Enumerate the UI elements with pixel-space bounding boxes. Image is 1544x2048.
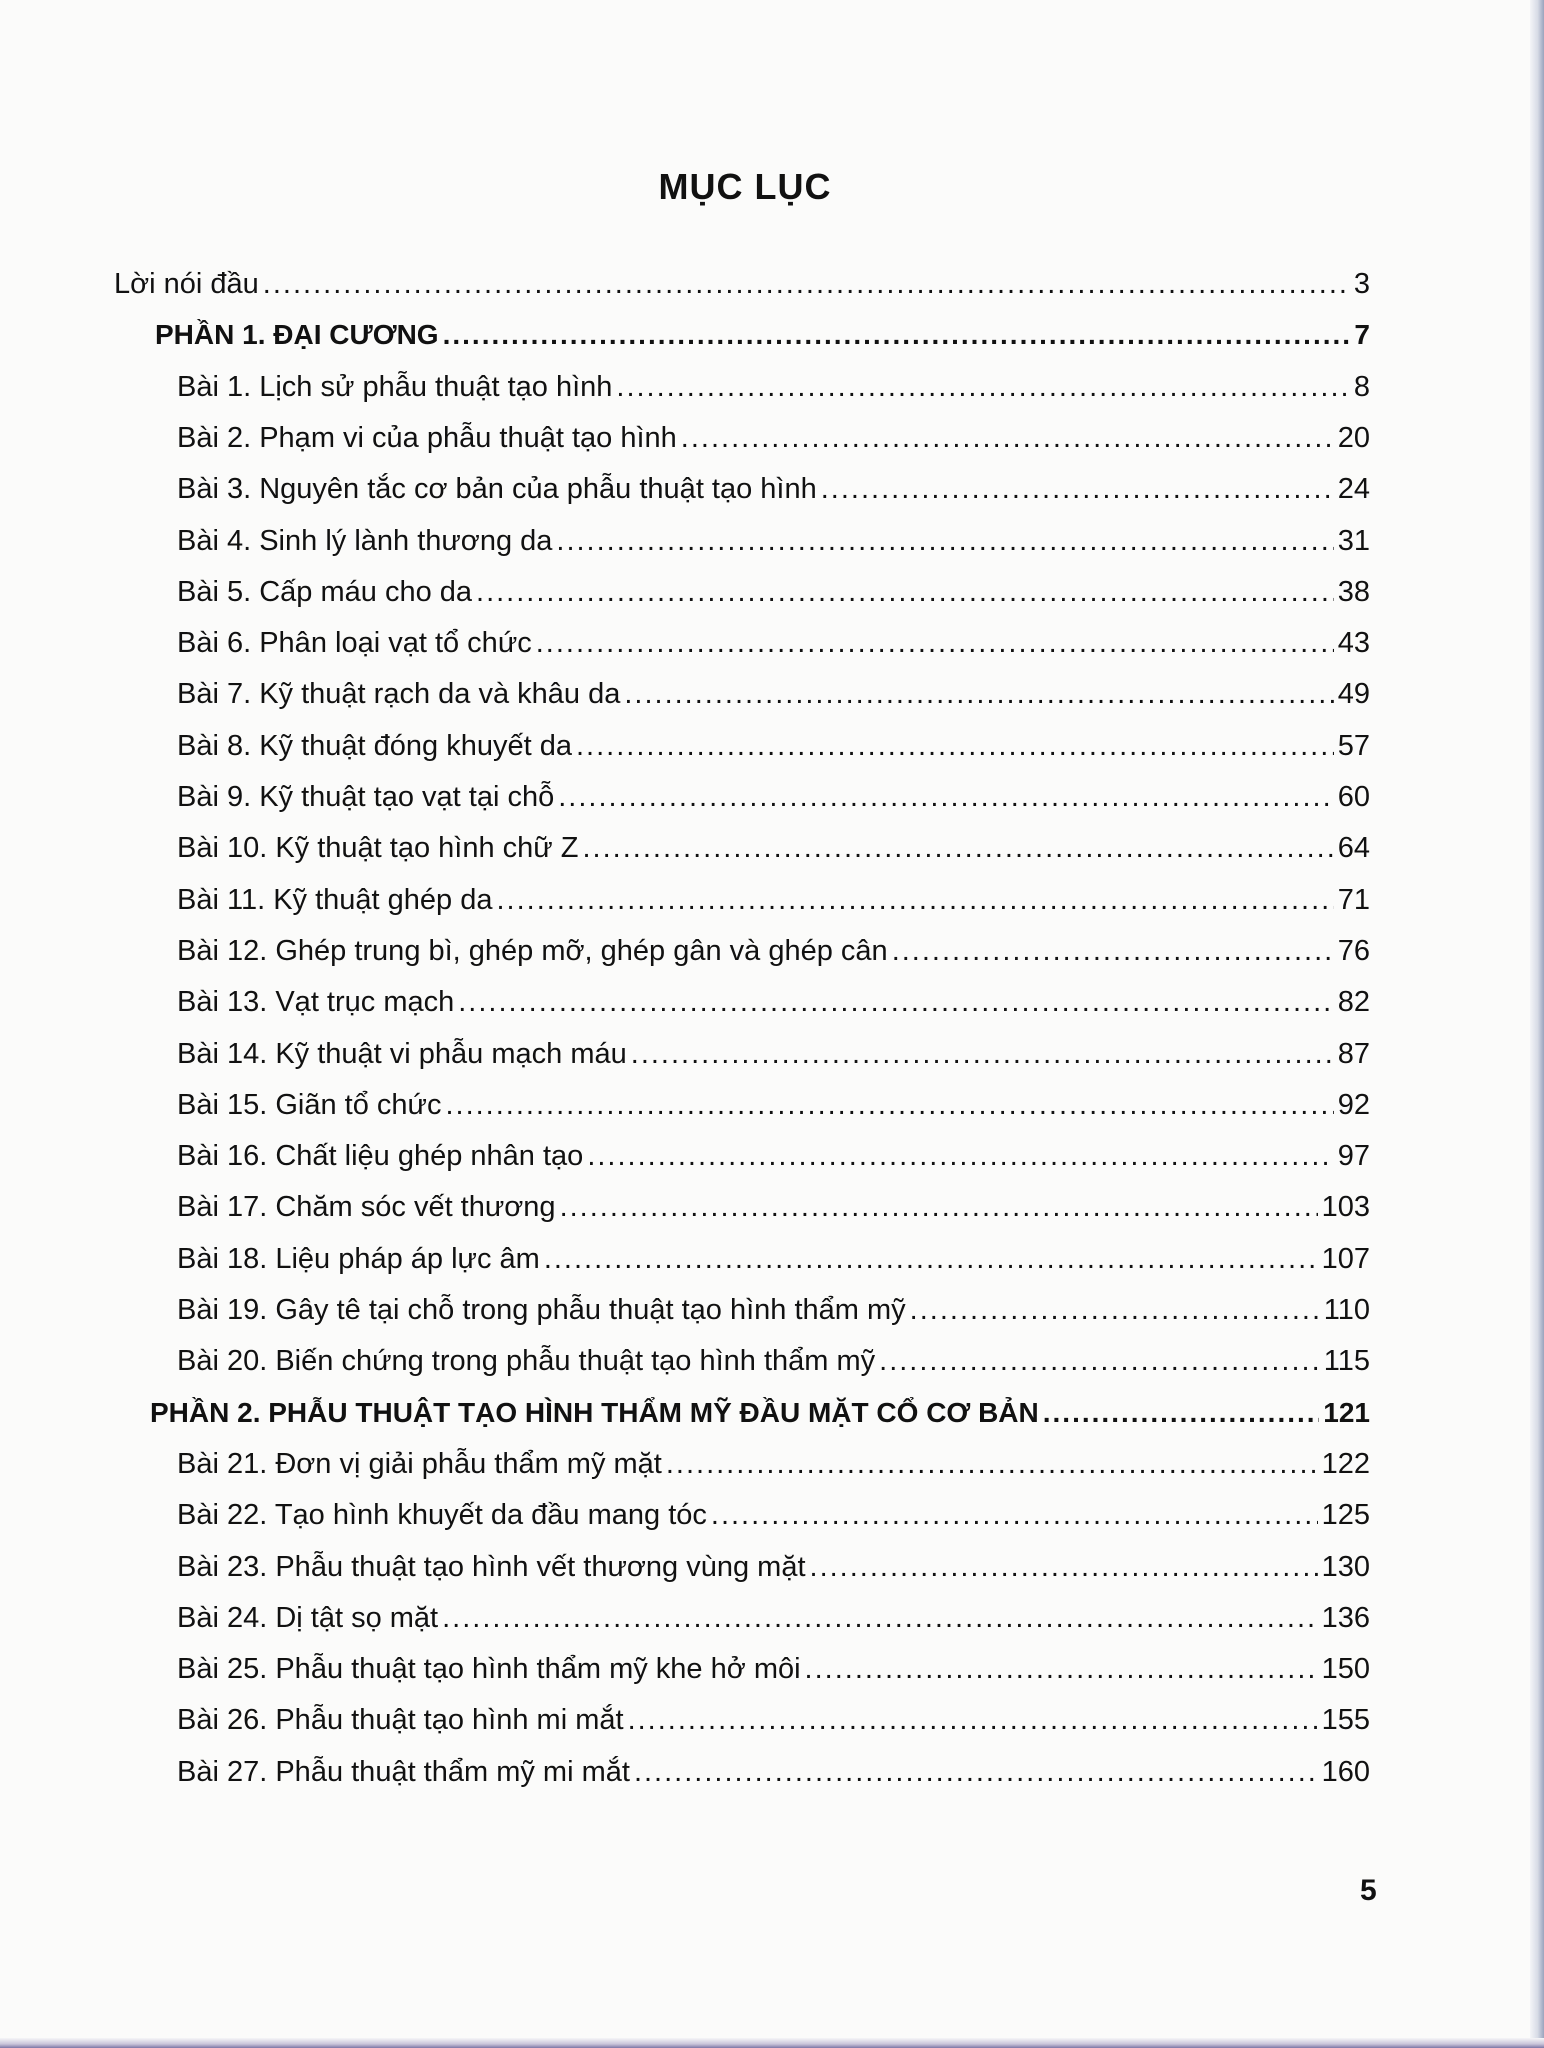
toc-entry-page: 38 [1337, 576, 1370, 608]
toc-entry-label: Bài 22. Tạo hình khuyết da đầu mang tóc [177, 1499, 707, 1531]
toc-entry-page: 155 [1321, 1704, 1370, 1736]
toc-entry-label: PHẦN 1. ĐẠI CƯƠNG [155, 319, 439, 350]
toc-dot-leader [544, 1237, 1318, 1281]
toc-entry-label: Bài 17. Chăm sóc vết thương [177, 1191, 556, 1223]
toc-entry [0, 1288, 1544, 1332]
toc-dot-leader [536, 621, 1334, 665]
toc-entry-label: Bài 19. Gây tê tại chỗ trong phẫu thuật tạo hình thẩm mỹ [177, 1294, 906, 1326]
toc-dot-leader [442, 1596, 1317, 1640]
toc-entry-label: Bài 27. Phẫu thuật thẩm mỹ mi mắt [177, 1756, 630, 1788]
toc-entry-label: Bài 4. Sinh lý lành thương da [177, 525, 553, 557]
page-edge-bottom [0, 2038, 1544, 2048]
toc-part-heading [0, 1391, 1544, 1435]
toc-dot-leader [496, 878, 1333, 922]
toc-entry [0, 724, 1544, 768]
toc-entry-label: Bài 12. Ghép trung bì, ghép mỡ, ghép gân và ghép cân [177, 935, 888, 967]
toc-entry-page: 150 [1321, 1653, 1370, 1685]
toc-entry-label: Bài 23. Phẫu thuật tạo hình vết thương vùng mặt [177, 1551, 806, 1583]
toc-entry-page: 57 [1337, 730, 1370, 762]
toc-entry [0, 1083, 1544, 1127]
toc-dot-leader [556, 519, 1333, 563]
toc-entry [0, 1545, 1544, 1589]
toc-entry-page: 82 [1337, 986, 1370, 1018]
toc-entry [0, 826, 1544, 870]
toc-entry-label: Bài 11. Kỹ thuật ghép da [177, 884, 493, 916]
toc-dot-leader [576, 724, 1334, 768]
toc-entry-label: Bài 3. Nguyên tắc cơ bản của phẫu thuật tạo hình [177, 473, 817, 505]
toc-entry-page: 103 [1321, 1191, 1370, 1223]
toc-entry-label: Bài 5. Cấp máu cho da [177, 576, 473, 608]
toc-entry [0, 1237, 1544, 1281]
toc-entry-page: 121 [1323, 1397, 1370, 1428]
toc-entry-label: Bài 20. Biến chứng trong phẫu thuật tạo hình thẩm mỹ [177, 1345, 876, 1377]
toc-entry-label: Lời nói đầu [114, 268, 259, 300]
toc-entry-label: Bài 14. Kỹ thuật vi phẫu mạch máu [177, 1038, 627, 1070]
toc-entry-label: Bài 21. Đơn vị giải phẫu thẩm mỹ mặt [177, 1448, 662, 1480]
toc-dot-leader [587, 1134, 1333, 1178]
toc-dot-leader [810, 1545, 1318, 1589]
toc-entry-label: Bài 24. Dị tật sọ mặt [177, 1602, 439, 1634]
toc-dot-leader [805, 1647, 1318, 1691]
toc-entry [0, 980, 1544, 1024]
toc-entry [0, 365, 1544, 409]
page-number: 5 [1360, 1874, 1377, 1907]
toc-entry-page: 107 [1321, 1243, 1370, 1275]
toc-entry [0, 1185, 1544, 1229]
toc-entry-page: 122 [1321, 1448, 1370, 1480]
toc-entry-page: 115 [1323, 1345, 1370, 1377]
toc-entry-page: 64 [1337, 832, 1370, 864]
toc-entry-page: 76 [1337, 935, 1370, 967]
toc-dot-leader [821, 467, 1334, 511]
toc-dot-leader [681, 416, 1334, 460]
toc-dot-leader [624, 672, 1333, 716]
toc-entry-label: Bài 7. Kỹ thuật rạch da và khâu da [177, 678, 621, 710]
toc-dot-leader [443, 313, 1351, 357]
toc-entry-label: Bài 25. Phẫu thuật tạo hình thẩm mỹ khe hở môi [177, 1653, 801, 1685]
toc-entry [0, 1339, 1544, 1383]
toc-entry-page: 8 [1353, 371, 1370, 403]
toc-entry [0, 929, 1544, 973]
toc-entry-label: Bài 1. Lịch sử phẫu thuật tạo hình [177, 371, 613, 403]
toc-entry-page: 92 [1337, 1089, 1370, 1121]
toc-dot-leader [879, 1339, 1320, 1383]
toc-dot-leader [892, 929, 1334, 973]
toc-entry-page: 71 [1337, 884, 1370, 916]
toc-entry [0, 1596, 1544, 1640]
toc-dot-leader [1043, 1391, 1320, 1435]
toc-part-heading [0, 313, 1544, 357]
toc-entry [0, 1032, 1544, 1076]
toc-entry [0, 775, 1544, 819]
toc-entry [0, 416, 1544, 460]
toc-entry-page: 136 [1321, 1602, 1370, 1634]
toc-dot-leader [628, 1698, 1318, 1742]
toc-dot-leader [445, 1083, 1333, 1127]
toc-entry-label: Bài 2. Phạm vi của phẫu thuật tạo hình [177, 422, 677, 454]
toc-dot-leader [631, 1032, 1334, 1076]
toc-entry [0, 1134, 1544, 1178]
page-title: MỤC LỤC [658, 166, 832, 207]
toc-entry-label: Bài 10. Kỹ thuật tạo hình chữ Z [177, 832, 579, 864]
toc-entry-page: 20 [1337, 422, 1370, 454]
toc-entry-page: 31 [1337, 525, 1370, 557]
toc-dot-leader [711, 1493, 1318, 1537]
toc-entry [0, 1750, 1544, 1794]
toc-entry-label: Bài 6. Phân loại vạt tổ chức [177, 627, 532, 659]
toc-entry-page: 125 [1321, 1499, 1370, 1531]
toc-entry-label: PHẦN 2. PHẪU THUẬT TẠO HÌNH THẨM MỸ ĐẦU MẶT CỔ CƠ BẢN [150, 1397, 1039, 1428]
toc-dot-leader [910, 1288, 1320, 1332]
toc-entry-page: 49 [1337, 678, 1370, 710]
toc-entry-page: 130 [1321, 1551, 1370, 1583]
toc-entry-page: 3 [1353, 268, 1370, 300]
toc-entry-page: 87 [1337, 1038, 1370, 1070]
toc-entry-page: 97 [1337, 1140, 1370, 1172]
toc-entry-page: 110 [1323, 1294, 1370, 1326]
toc-dot-leader [263, 262, 1350, 306]
toc-entry-label: Bài 26. Phẫu thuật tạo hình mi mắt [177, 1704, 624, 1736]
toc-entry-label: Bài 9. Kỹ thuật tạo vạt tại chỗ [177, 781, 555, 813]
toc-entry-label: Bài 16. Chất liệu ghép nhân tạo [177, 1140, 584, 1172]
toc-dot-leader [558, 775, 1334, 819]
toc-entry-label: Bài 8. Kỹ thuật đóng khuyết da [177, 730, 572, 762]
toc-entry-page: 160 [1321, 1756, 1370, 1788]
toc-entry-page: 43 [1337, 627, 1370, 659]
toc-entry [0, 570, 1544, 614]
toc-dot-leader [458, 980, 1333, 1024]
toc-entry [0, 262, 1544, 306]
toc-dot-leader [666, 1442, 1318, 1486]
toc-dot-leader [634, 1750, 1318, 1794]
toc-entry [0, 672, 1544, 716]
toc-dot-leader [616, 365, 1349, 409]
toc-entry [0, 878, 1544, 922]
toc-entry [0, 1442, 1544, 1486]
toc-entry-page: 60 [1337, 781, 1370, 813]
toc-dot-leader [476, 570, 1334, 614]
toc-entry-page: 7 [1354, 319, 1370, 350]
toc-entry [0, 1647, 1544, 1691]
toc-entry [0, 621, 1544, 665]
toc-entry [0, 467, 1544, 511]
toc-dot-leader [560, 1185, 1318, 1229]
toc-entry-label: Bài 18. Liệu pháp áp lực âm [177, 1243, 540, 1275]
toc-dot-leader [582, 826, 1333, 870]
toc-entry [0, 519, 1544, 563]
toc-entry [0, 1698, 1544, 1742]
toc-entry-label: Bài 13. Vạt trục mạch [177, 986, 455, 1018]
toc-entry [0, 1493, 1544, 1537]
toc-entry-page: 24 [1337, 473, 1370, 505]
toc-entry-label: Bài 15. Giãn tổ chức [177, 1089, 442, 1121]
